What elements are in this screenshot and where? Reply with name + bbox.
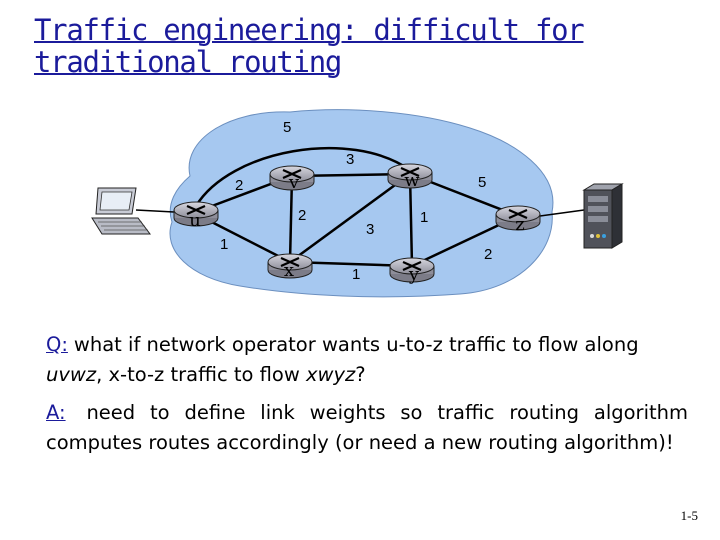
node-label-z: z: [515, 214, 525, 235]
slide-title: Traffic engineering: difficult for traditional routing: [34, 13, 584, 79]
question-lead: Q:: [46, 333, 68, 356]
weight-y-z: 2: [484, 246, 493, 263]
node-label-x: x: [283, 260, 295, 281]
weight-v-w: 3: [346, 151, 355, 168]
node-label-w: w: [404, 170, 420, 191]
question-text-3: ?: [355, 363, 366, 386]
network-cloud: [170, 110, 553, 297]
node-label-v: v: [288, 172, 300, 193]
question-path-1: uvwz: [46, 363, 97, 386]
answer-paragraph: [46, 398, 688, 458]
question-path-2: xwyz: [306, 363, 356, 386]
weight-w-z: 5: [478, 174, 487, 191]
weight-v-x: 2: [298, 207, 307, 224]
question-text-2: , x-to-z traffic to flow: [96, 363, 306, 386]
node-label-u: u: [189, 210, 201, 231]
answer-lead: A:: [46, 401, 66, 424]
weight-u-w: 5: [283, 119, 292, 136]
node-label-y: y: [408, 264, 420, 285]
answer-text: need to define link weights so traffic routing algorithm computes routes accordingly (or need a new routing algorithm)!: [46, 401, 688, 454]
slide-number: 1-5: [680, 508, 698, 523]
host-link-left: [136, 210, 174, 212]
weight-u-x: 1: [220, 236, 229, 253]
weight-x-y: 1: [352, 266, 361, 283]
weight-u-v: 2: [235, 177, 244, 194]
question-paragraph: [46, 330, 688, 390]
question-text-1: what if network operator wants u-to-z traffic to flow along: [73, 333, 639, 356]
weight-w-y: 1: [420, 209, 429, 226]
server-icon: [584, 184, 622, 248]
weight-x-w: 3: [366, 221, 375, 238]
